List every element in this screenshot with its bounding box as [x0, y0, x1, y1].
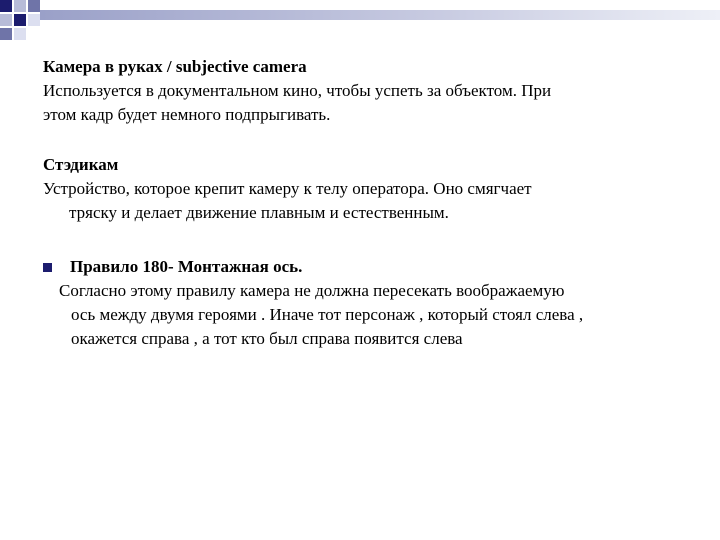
section-handheld-camera — [43, 55, 693, 127]
bullet-row — [43, 255, 693, 279]
handheld-line-2: этом кадр будет немного подпрыгивать. — [43, 105, 331, 124]
heading-steadicam: Стэдикам — [43, 155, 119, 174]
rule-line-1: Согласно этому правилу камера не должна пересекать воображаемую — [59, 281, 565, 300]
section-180-rule — [43, 255, 693, 351]
steadicam-line-2: тряску и делает движение плавным и естественным. — [69, 203, 449, 222]
rule-line-2: ось между двумя героями . Иначе тот персонаж , который стоял слева , — [71, 305, 584, 324]
corner-decoration — [0, 0, 720, 40]
heading-handheld-camera: Камера в руках / subjective camera — [43, 57, 307, 76]
handheld-line-1: Используется в документальном кино, чтобы успеть за объектом. При — [43, 81, 552, 100]
slide-content — [43, 55, 693, 351]
steadicam-line-1: Устройство, которое крепит камеру к телу оператора. Оно смягчает — [43, 179, 532, 198]
square-bullet-icon — [43, 263, 52, 272]
heading-180-rule: Правило 180- Монтажная ось. — [70, 257, 303, 276]
section-steadicam — [43, 153, 693, 225]
rule-line-3: окажется справа , а тот кто был справа появится слева — [71, 329, 463, 348]
